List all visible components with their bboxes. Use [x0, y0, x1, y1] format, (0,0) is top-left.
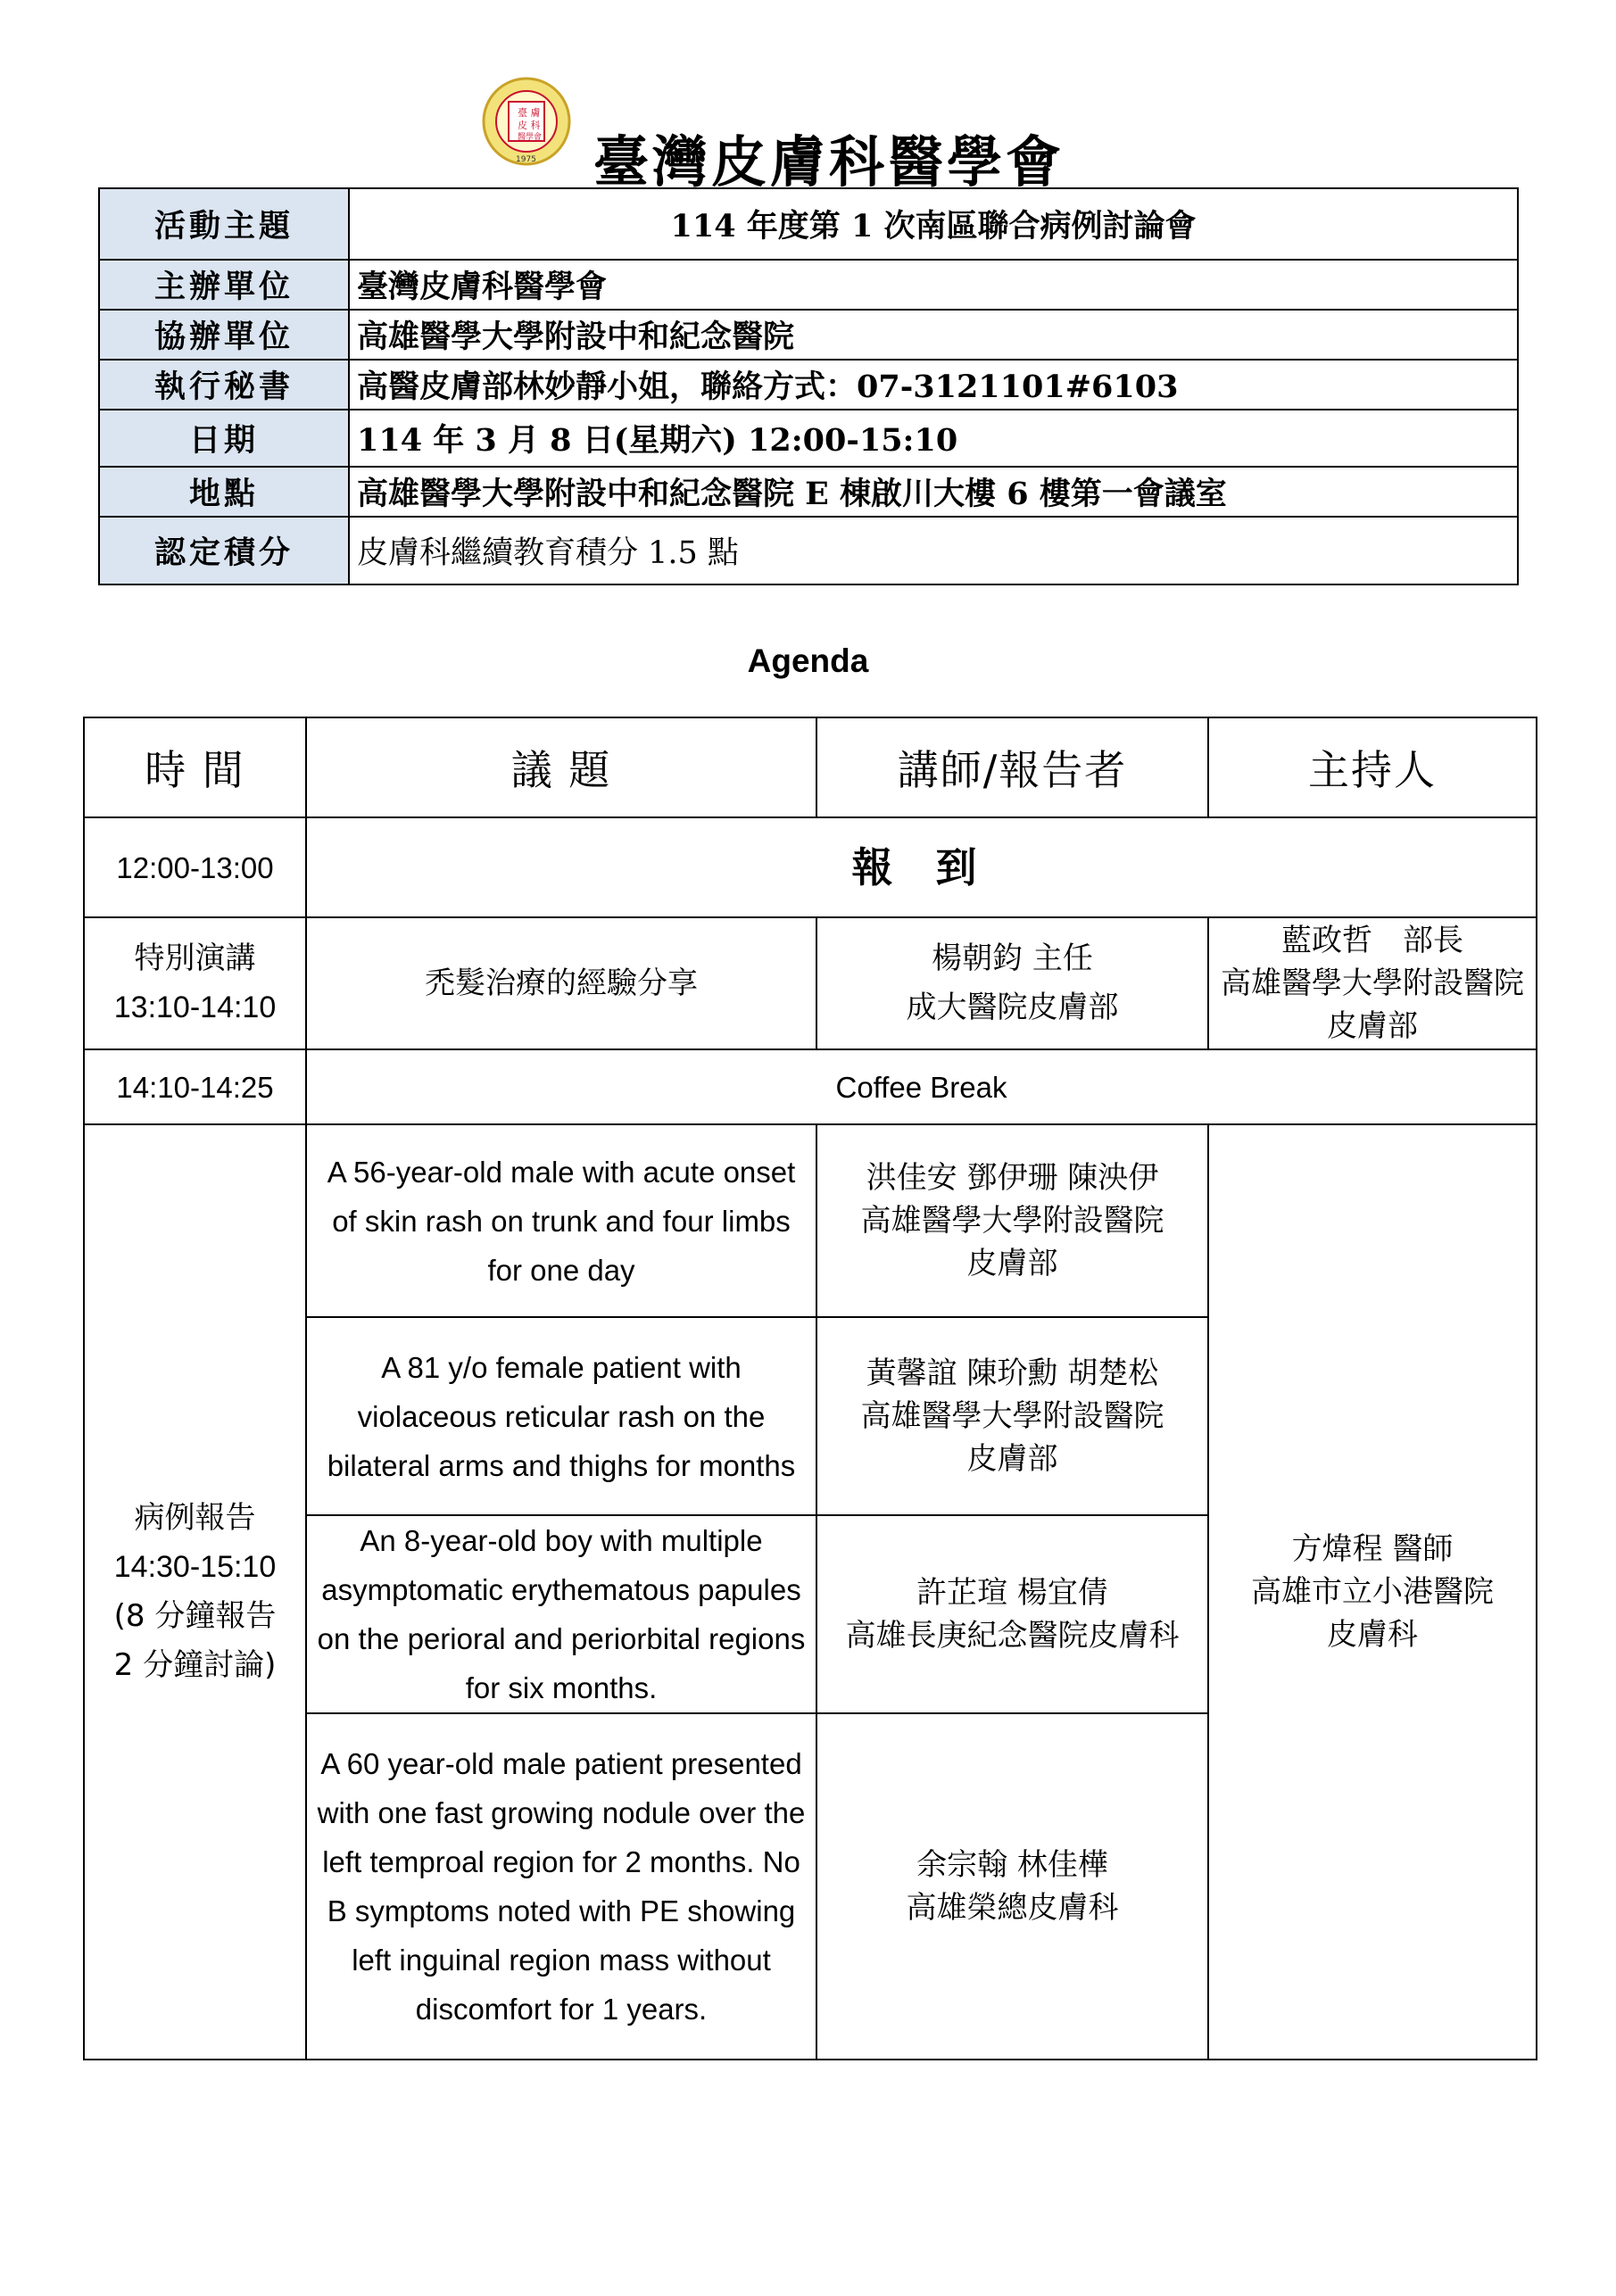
break-text: Coffee Break [306, 1049, 1537, 1124]
svg-text:醫學會: 醫學會 [518, 133, 543, 142]
case-speaker-cell [816, 1124, 1208, 1317]
cases-moderator-unit: 高雄市立小港醫院 [1251, 1574, 1494, 1610]
special-speaker-name: 楊朝鈞 主任 [932, 941, 1093, 976]
info-label: 地點 [99, 467, 349, 517]
case-speakers: 余宗翰 林佳樺 [916, 1847, 1108, 1883]
registration-row [84, 817, 1537, 917]
info-value: 114 年 3 月 8 日(星期六) 12:00-15:10 [349, 410, 1518, 467]
case-topic: A 56-year-old male with acute onset of skin rash on trunk and four limbs for one day [306, 1124, 816, 1317]
registration-time: 12:00-13:00 [84, 817, 306, 917]
info-row-credits [99, 517, 1518, 584]
cases-moderator-cell [1208, 1124, 1537, 2060]
case-unit: 皮膚部 [966, 1441, 1058, 1477]
info-label: 日期 [99, 410, 349, 467]
info-label: 執行秘書 [99, 360, 349, 410]
event-info-table [98, 187, 1519, 585]
info-row-location [99, 467, 1518, 517]
agenda-title: Agenda [747, 642, 869, 679]
info-row-date [99, 410, 1518, 467]
info-value: 高雄醫學大學附設中和紀念醫院 [349, 310, 1518, 360]
info-row-cohost [99, 310, 1518, 360]
special-moderator-unit: 高雄醫學大學附設醫院皮膚部 [1221, 966, 1524, 1044]
agenda-table [83, 717, 1537, 2060]
agenda-header-row [84, 717, 1537, 817]
break-time: 14:10-14:25 [84, 1049, 306, 1124]
association-logo [482, 75, 571, 168]
case-speaker-cell [816, 1713, 1208, 2060]
svg-text:臺 膚: 臺 膚 [518, 107, 541, 119]
cases-note-discussion: 2 分鐘討論) [113, 1647, 277, 1683]
registration-text: 報 到 [306, 817, 1537, 917]
svg-text:皮 科: 皮 科 [518, 120, 541, 131]
cases-note-report: (8 分鐘報告 [113, 1598, 277, 1634]
special-topic: 禿髮治療的經驗分享 [306, 917, 816, 1049]
info-label: 主辦單位 [99, 260, 349, 310]
header-moderator: 主持人 [1208, 717, 1537, 817]
header-speaker: 講師/報告者 [816, 717, 1208, 817]
cases-type: 病例報告 [134, 1500, 256, 1536]
info-label: 認定積分 [99, 517, 349, 584]
special-time-cell [84, 917, 306, 1049]
case-topic: A 60 year-old male patient presented with one fast growing nodule over the left temproal region for 2 months. No B symptoms noted with PE showing left inguinal region mass without discomfort for 1 years. [306, 1713, 816, 2060]
special-time: 13:10-14:10 [113, 991, 277, 1024]
info-row-theme [99, 188, 1518, 260]
info-value: 臺灣皮膚科醫學會 [349, 260, 1518, 310]
special-moderator-name: 藍政哲 部長 [1281, 923, 1463, 958]
case-topic: An 8-year-old boy with multiple asymptomatic erythematous papules on the perioral and periorbital regions for six months. [306, 1515, 816, 1713]
organization-title: 臺灣皮膚科醫學會 [593, 129, 1065, 195]
cases-time: 14:30-15:10 [113, 1550, 277, 1584]
case-topic: A 81 y/o female patient with violaceous reticular rash on the bilateral arms and thighs for months [306, 1317, 816, 1515]
info-value: 高醫皮膚部林妙靜小姐，聯絡方式：07-3121101#6103 [349, 360, 1518, 410]
info-value: 皮膚科繼續教育積分 1.5 點 [349, 517, 1518, 584]
special-type: 特別演講 [134, 941, 256, 976]
case-unit: 高雄醫學大學附設醫院 [860, 1398, 1164, 1434]
coffee-break-row [84, 1049, 1537, 1124]
case-speakers: 許芷瑄 楊宜倩 [916, 1575, 1108, 1611]
cases-time-cell [84, 1124, 306, 2060]
info-label: 活動主題 [99, 188, 349, 260]
svg-text:1975: 1975 [516, 155, 536, 164]
case-speakers: 黃馨誼 陳玠勳 胡楚松 [866, 1355, 1159, 1391]
cases-moderator-unit: 皮膚科 [1327, 1617, 1418, 1653]
case-unit: 高雄榮總皮膚科 [906, 1890, 1119, 1926]
header-time: 時 間 [84, 717, 306, 817]
info-value: 114 年度第 1 次南區聯合病例討論會 [349, 188, 1518, 260]
case-unit: 皮膚部 [966, 1246, 1058, 1281]
special-lecture-row [84, 917, 1537, 1049]
case-unit: 高雄醫學大學附設醫院 [860, 1203, 1164, 1239]
case-speakers: 洪佳安 鄧伊珊 陳泱伊 [866, 1160, 1159, 1196]
case-unit: 高雄長庚紀念醫院皮膚科 [845, 1618, 1180, 1654]
case-speaker-cell [816, 1317, 1208, 1515]
cases-moderator-name: 方煒程 醫師 [1291, 1531, 1454, 1567]
info-value: 高雄醫學大學附設中和紀念醫院 E 棟啟川大樓 6 樓第一會議室 [349, 467, 1518, 517]
info-row-secretary [99, 360, 1518, 410]
info-label: 協辦單位 [99, 310, 349, 360]
special-speaker-unit: 成大醫院皮膚部 [906, 990, 1119, 1025]
info-row-host [99, 260, 1518, 310]
special-speaker-cell [816, 917, 1208, 1049]
header-topic: 議 題 [306, 717, 816, 817]
case-speaker-cell [816, 1515, 1208, 1713]
case-row [84, 1124, 1537, 1317]
special-moderator-cell [1208, 917, 1537, 1049]
